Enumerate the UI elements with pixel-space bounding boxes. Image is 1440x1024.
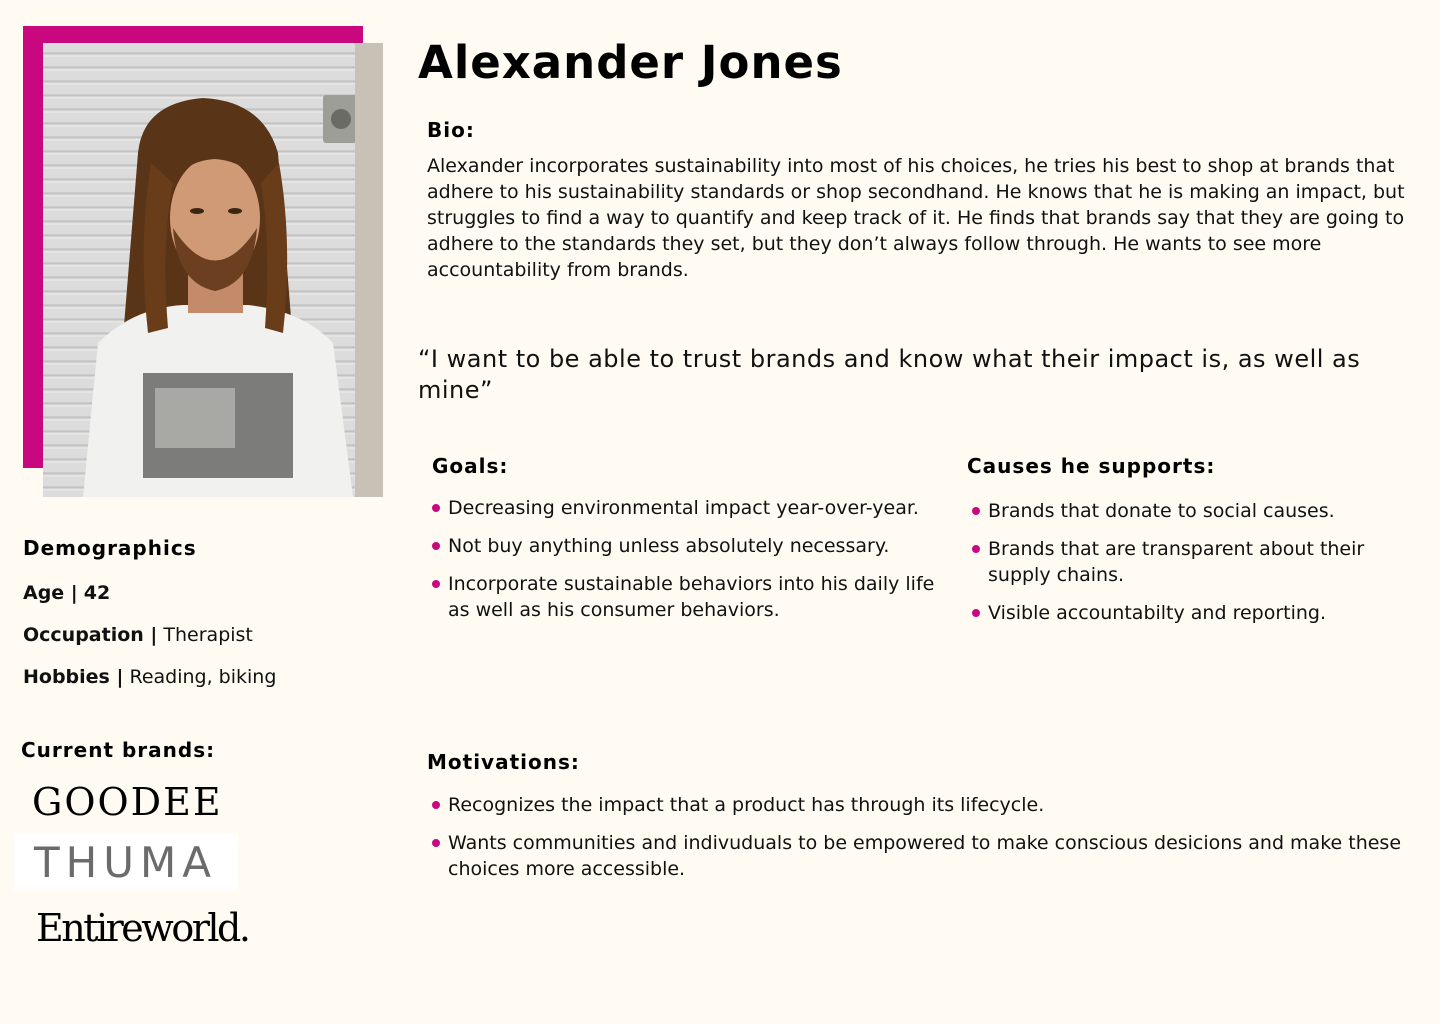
bullet-icon [432, 580, 440, 588]
list-item [432, 533, 942, 559]
brand-logo-goodee: GOODEE [32, 780, 223, 824]
brand-logo-thuma: THUMA [34, 838, 217, 887]
age-label: Age | [23, 582, 78, 604]
age-value: 42 [83, 582, 111, 604]
persona-photo [43, 43, 383, 497]
goal-text: Incorporate sustainable behaviors into his daily life as well as his consumer behaviors. [448, 573, 935, 621]
cause-text: Brands that donate to social causes. [988, 500, 1335, 522]
bullet-icon [972, 609, 980, 617]
list-item [432, 495, 942, 521]
brands-title: Current brands: [21, 738, 216, 762]
list-item [432, 571, 942, 623]
bullet-icon [432, 801, 440, 809]
demographics-title: Demographics [23, 536, 197, 560]
goals-title: Goals: [432, 454, 509, 478]
motivation-text: Wants communities and indivuduals to be empowered to make conscious desicions and make these choices more accessible. [448, 832, 1402, 880]
persona-quote: “I want to be able to trust brands and know what their impact is, as well as mine” [418, 345, 1361, 404]
hobbies-label: Hobbies | [23, 666, 124, 688]
persona-name: Alexander Jones [418, 36, 843, 89]
cause-text: Brands that are transparent about their supply chains. [988, 538, 1365, 586]
list-item [432, 830, 1427, 882]
motivations-list [432, 792, 1427, 894]
bullet-icon [432, 839, 440, 847]
goal-text: Decreasing environmental impact year-over-year. [448, 497, 919, 519]
causes-title: Causes he supports: [967, 454, 1216, 478]
occupation-label: Occupation | [23, 624, 158, 646]
bullet-icon [432, 504, 440, 512]
bio-text: Alexander incorporates sustainability into most of his choices, he tries his best to shop at brands that adhere to his sustainability standards or shop secondhand. He knows that he is making an impact, but struggles to find a way to quantify and keep track of it. He finds that brands say that they are going to adhere to the standards they set, but they don’t always follow through. He wants to see more accountability from brands. [427, 155, 1405, 281]
hobbies-value: Reading, biking [129, 666, 277, 688]
bullet-icon [432, 542, 440, 550]
bullet-icon [972, 545, 980, 553]
goal-text: Not buy anything unless absolutely necessary. [448, 535, 890, 557]
motivations-title: Motivations: [427, 750, 580, 774]
list-item [432, 792, 1427, 818]
bio-title: Bio: [427, 118, 475, 142]
list-item [972, 600, 1427, 626]
goals-list [432, 495, 942, 635]
brand-logo-entireworld: Entireworld. [36, 906, 249, 950]
list-item [972, 498, 1427, 524]
demographic-occupation [23, 624, 253, 646]
demographic-age [23, 582, 110, 604]
bullet-icon [972, 507, 980, 515]
list-item [972, 536, 1427, 588]
motivation-text: Recognizes the impact that a product has through its lifecycle. [448, 794, 1045, 816]
causes-list [972, 498, 1427, 638]
occupation-value: Therapist [163, 624, 253, 646]
demographic-hobbies [23, 666, 276, 688]
cause-text: Visible accountabilty and reporting. [988, 602, 1327, 624]
